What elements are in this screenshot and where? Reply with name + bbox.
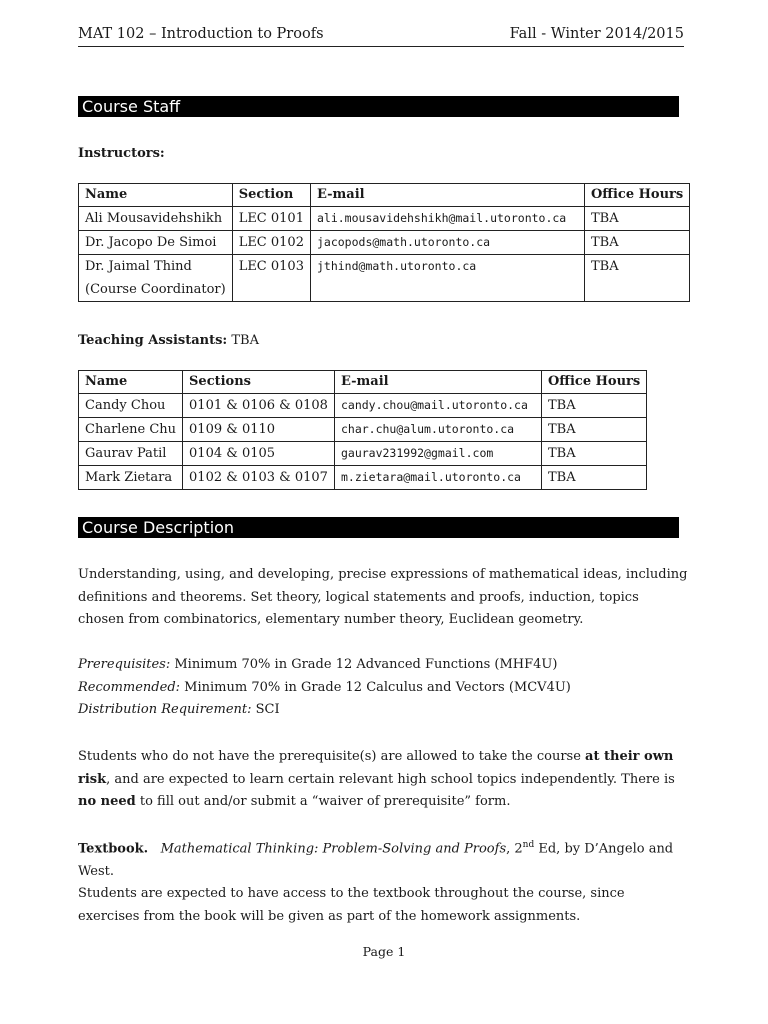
instructor-hours: TBA — [584, 231, 689, 255]
policy-emphasis: at their own risk — [78, 749, 674, 787]
ta-name: Gaurav Patil — [79, 442, 183, 466]
teaching-assistants-value: TBA — [231, 333, 259, 348]
table-row — [79, 418, 647, 442]
instructor-role: (Course Coordinator) — [85, 282, 226, 297]
policy-text: to fill out and/or submit a “waiver of prerequisite” form. — [135, 794, 511, 809]
policy-text: Students who do not have the prerequisite(s) are allowed to take the course — [78, 749, 586, 764]
table-header-row — [79, 371, 647, 394]
distribution-value: SCI — [255, 702, 280, 717]
instructors-label — [78, 146, 165, 161]
recommended-value: Minimum 70% in Grade 12 Calculus and Vectors (MCV4U) — [184, 679, 571, 695]
column-header: E-mail — [334, 371, 541, 394]
prerequisites-label: Prerequisites: — [78, 657, 171, 672]
policy-text: , and are expected to learn certain relevant high school topics independently. There is — [106, 771, 675, 787]
page-header — [78, 26, 684, 47]
table-row — [79, 466, 647, 490]
instructors-label-text: Instructors: — [78, 146, 165, 161]
textbook-title: Mathematical Thinking: Problem-Solving and Proofs — [160, 841, 507, 857]
ta-hours: TBA — [541, 394, 646, 418]
table-row — [79, 207, 690, 231]
column-header: Office Hours — [541, 371, 646, 394]
column-header: Section — [232, 184, 310, 207]
instructor-hours: TBA — [584, 255, 689, 302]
instructor-hours: TBA — [584, 207, 689, 231]
distribution-line — [78, 699, 688, 722]
ta-name: Candy Chou — [79, 394, 183, 418]
textbook-authors: Ed, by D’Angelo and West. — [78, 841, 674, 879]
prerequisites-line — [78, 654, 688, 677]
table-row — [79, 394, 647, 418]
textbook-edition-suffix: nd — [522, 840, 535, 850]
ta-hours: TBA — [541, 442, 646, 466]
prerequisite-policy-paragraph — [78, 746, 688, 814]
instructor-email[interactable]: ali.mousavidehshikh@mail.utoronto.ca — [310, 207, 584, 231]
policy-emphasis: no need — [78, 794, 136, 809]
instructor-email[interactable]: jacopods@math.utoronto.ca — [310, 231, 584, 255]
page-number: Page 1 — [362, 944, 406, 959]
ta-hours: TBA — [541, 466, 646, 490]
ta-email[interactable]: candy.chou@mail.utoronto.ca — [334, 394, 541, 418]
instructor-section: LEC 0103 — [232, 255, 310, 302]
ta-name: Charlene Chu — [79, 418, 183, 442]
description-paragraph: Understanding, using, and developing, precise expressions of mathematical ideas, including definitions and theorems. Set theory, logical statements and proofs, induction, topics chosen from combinatorics, elementary number theory, Euclidean geometry. — [78, 567, 688, 627]
instructor-email[interactable]: jthind@math.utoronto.ca — [310, 255, 584, 302]
textbook-note: Students are expected to have access to the textbook throughout the course, since exercises from the book will be given as part of the homework assignments. — [78, 886, 625, 924]
instructor-name: Ali Mousavidehshikh — [79, 207, 233, 231]
ta-email[interactable]: char.chu@alum.utoronto.ca — [334, 418, 541, 442]
recommended-line — [78, 677, 688, 700]
requirements-block — [78, 654, 688, 722]
teaching-assistants-label — [78, 333, 259, 348]
textbook-edition: , 2 — [506, 841, 523, 857]
ta-name: Mark Zietara — [79, 466, 183, 490]
instructors-table — [78, 183, 690, 302]
table-row — [79, 231, 690, 255]
column-header: Name — [79, 371, 183, 394]
ta-sections: 0104 & 0105 — [183, 442, 335, 466]
table-row — [79, 442, 647, 466]
distribution-label: Distribution Requirement: — [78, 702, 252, 717]
section-heading-course-description: Course Description — [78, 517, 679, 538]
ta-sections: 0102 & 0103 & 0107 — [183, 466, 335, 490]
instructor-section: LEC 0102 — [232, 231, 310, 255]
section-heading-course-staff: Course Staff — [78, 96, 679, 117]
recommended-label: Recommended: — [78, 679, 181, 695]
instructor-section: LEC 0101 — [232, 207, 310, 231]
textbook-label: Textbook. — [78, 841, 149, 857]
table-header-row — [79, 184, 690, 207]
term-label: Fall - Winter 2014/2015 — [509, 26, 684, 42]
teaching-assistants-label-text: Teaching Assistants: — [78, 333, 228, 348]
column-header: Sections — [183, 371, 335, 394]
table-row — [79, 255, 690, 302]
teaching-assistants-table — [78, 370, 647, 490]
ta-email[interactable]: m.zietara@mail.utoronto.ca — [334, 466, 541, 490]
column-header: Office Hours — [584, 184, 689, 207]
ta-hours: TBA — [541, 418, 646, 442]
instructor-name: Dr. Jaimal Thind — [85, 259, 192, 274]
prerequisites-value: Minimum 70% in Grade 12 Advanced Functions (MHF4U) — [174, 657, 558, 672]
instructor-name: Dr. Jacopo De Simoi — [79, 231, 233, 255]
ta-sections: 0101 & 0106 & 0108 — [183, 394, 335, 418]
ta-sections: 0109 & 0110 — [183, 418, 335, 442]
ta-email[interactable]: gaurav231992@gmail.com — [334, 442, 541, 466]
course-title: MAT 102 – Introduction to Proofs — [78, 26, 324, 42]
column-header: Name — [79, 184, 233, 207]
textbook-paragraph — [78, 834, 688, 928]
column-header: E-mail — [310, 184, 584, 207]
instructor-name-cell — [79, 255, 233, 302]
